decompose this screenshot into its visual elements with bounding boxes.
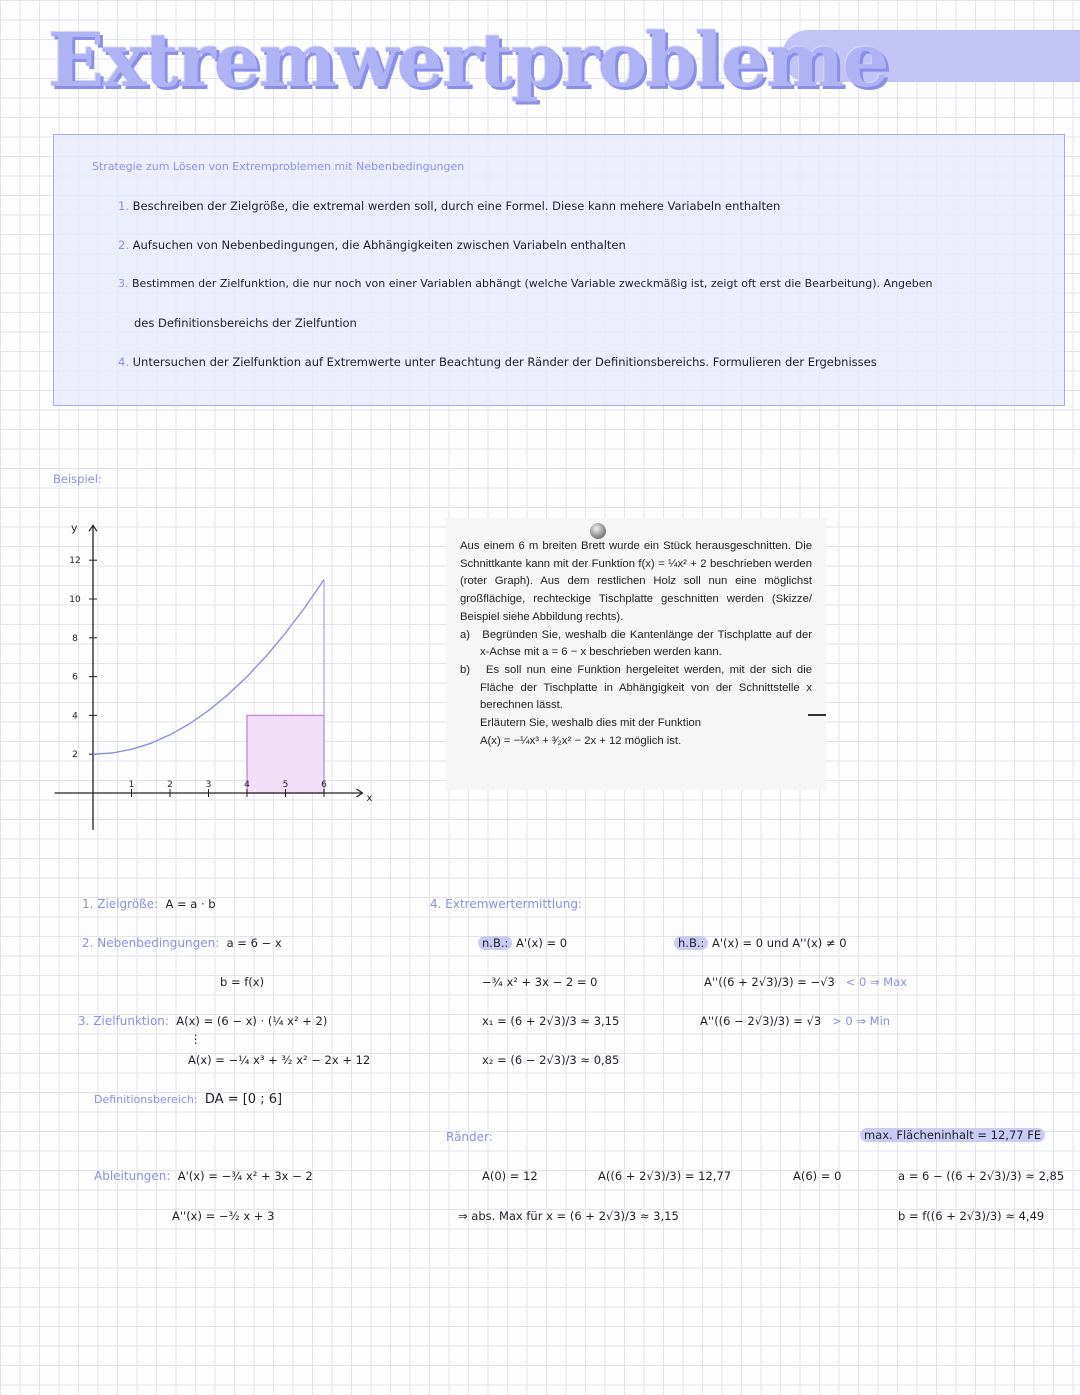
step-text: Untersuchen der Zielfunktion auf Extremwerte unter Beachtung der Ränder der Definitionsbereichs. Formulieren der Ergebnisses bbox=[132, 355, 877, 369]
x-tick-label: 4 bbox=[244, 780, 250, 790]
abl-2: A''(x) = −³⁄₂ x + 3 bbox=[172, 1209, 275, 1223]
necessary-condition bbox=[478, 936, 567, 950]
nb-equation: −¾ x² + 3x − 2 = 0 bbox=[482, 975, 598, 989]
definition-domain bbox=[94, 1092, 282, 1107]
strategy-step-3-cont: des Definitionsbereichs der Zielfuntion bbox=[134, 316, 357, 330]
strategy-step-3 bbox=[118, 277, 933, 290]
step-text: Beschreiben der Zielgröße, die extremal werden soll, durch eine Formel. Diese kann mehere Variabeln enthalten bbox=[132, 199, 781, 213]
y-axis-label: y bbox=[71, 521, 78, 535]
pin-icon bbox=[590, 523, 606, 539]
x-tick-label: 6 bbox=[321, 780, 327, 790]
strategy-heading: Strategie zum Lösen von Extremproblemen mit Nebenbedingungen bbox=[92, 160, 465, 173]
hb-1: A''((6 + 2√3)/3) = −√3 bbox=[704, 975, 835, 989]
x-axis-label: x bbox=[366, 793, 373, 804]
border-a0: A(0) = 12 bbox=[482, 1169, 538, 1183]
step3-b: A(x) = −¼ x³ + ³⁄₂ x² − 2x + 12 bbox=[188, 1053, 371, 1067]
step3-dots: ⋮ bbox=[190, 1032, 202, 1046]
y-tick-label: 8 bbox=[72, 633, 78, 644]
def-label: Definitionsbereich: bbox=[94, 1093, 198, 1106]
result-a: a = 6 − ((6 + 2√3)/3) ≈ 2,85 bbox=[898, 1169, 1065, 1183]
step2-a: a = 6 − x bbox=[226, 936, 282, 950]
step-text: Aufsuchen von Nebenbedingungen, die Abhängigkeiten zwischen Variabeln enthalten bbox=[132, 238, 626, 252]
solution-step-2 bbox=[82, 936, 282, 950]
y-tick-label: 4 bbox=[72, 711, 78, 722]
x-tick-label: 5 bbox=[282, 780, 289, 790]
dash-mark bbox=[808, 714, 826, 716]
task-intro: Aus einem 6 m breiten Brett wurde ein Stück herausgeschnitten. Die Schnittkante kann mit der Funktion f(x) = ¼x² + 2 beschrieben werden (roter Graph). Aus dem restlichen Holz soll nun eine möglichst großflächige, rechteckige Tischplatte geschnitten werden (Skizze/ Beispiel siehe Abbildung rechts). bbox=[460, 540, 812, 623]
hb-tag: h.B.: bbox=[674, 936, 708, 950]
task-card bbox=[446, 518, 826, 790]
border-a6: A(6) = 0 bbox=[793, 1169, 842, 1183]
task-a-text: Begründen Sie, weshalb die Kantenlänge der Tischplatte auf der x-Achse mit a = 6 − x beschrieben werden kann. bbox=[480, 628, 813, 659]
max-area-badge: max. Flächeninhalt = 12,77 FE bbox=[860, 1128, 1045, 1142]
function-chart bbox=[40, 505, 390, 845]
nb-tag: n.B.: bbox=[478, 936, 512, 950]
abl-1: A'(x) = −¾ x² + 3x − 2 bbox=[177, 1169, 313, 1183]
x-tick-label: 2 bbox=[167, 780, 173, 790]
task-b-label: b) bbox=[460, 663, 471, 676]
step4-label: 4. Extremwertermittlung: bbox=[430, 897, 582, 911]
hb-2-note: > 0 ⇒ Min bbox=[832, 1014, 891, 1028]
derivatives bbox=[94, 1169, 313, 1183]
x2-solution: x₂ = (6 − 2√3)/3 ≈ 0,85 bbox=[482, 1053, 620, 1067]
y-tick-label: 6 bbox=[72, 672, 78, 683]
task-a-label: a) bbox=[460, 628, 471, 641]
hb-min-check bbox=[700, 1014, 890, 1028]
page-title: Extremwertprobleme bbox=[48, 18, 888, 104]
step-number: 3. bbox=[118, 277, 129, 290]
step-number: 4. bbox=[118, 355, 129, 369]
def-value: DA = [0 ; 6] bbox=[204, 1092, 283, 1107]
x-tick-label: 1 bbox=[128, 780, 135, 790]
strategy-step-4 bbox=[118, 355, 877, 369]
y-tick-label: 12 bbox=[69, 556, 81, 567]
x-tick-label: 3 bbox=[205, 780, 212, 790]
result-b: b = f((6 + 2√3)/3) ≈ 4,49 bbox=[898, 1209, 1045, 1223]
example-label: Beispiel: bbox=[53, 472, 102, 486]
step-number: 2. bbox=[118, 238, 129, 252]
step1-value: A = a · b bbox=[165, 897, 216, 911]
raender-label: Ränder: bbox=[446, 1130, 493, 1144]
step3-label: 3. Zielfunktion: bbox=[78, 1014, 169, 1028]
nb-eq: A'(x) = 0 bbox=[516, 936, 568, 950]
border-ax: A((6 + 2√3)/3) = 12,77 bbox=[598, 1169, 732, 1183]
y-tick-label: 2 bbox=[72, 750, 78, 761]
step3-a: A(x) = (6 − x) · (¼ x² + 2) bbox=[176, 1014, 328, 1028]
step2-b: b = f(x) bbox=[220, 975, 265, 989]
y-tick-label: 10 bbox=[69, 595, 81, 605]
x1-solution: x₁ = (6 + 2√3)/3 ≈ 3,15 bbox=[482, 1014, 620, 1028]
abl-label: Ableitungen: bbox=[94, 1169, 171, 1183]
abs-max-conclusion: ⇒ abs. Max für x = (6 + 2√3)/3 ≈ 3,15 bbox=[458, 1209, 679, 1223]
hb-2: A''((6 − 2√3)/3) = √3 bbox=[700, 1014, 822, 1028]
step2-label: 2. Nebenbedingungen: bbox=[82, 936, 220, 950]
step-number: 1. bbox=[118, 199, 129, 213]
sufficient-condition bbox=[674, 936, 847, 950]
step1-label: 1. Zielgröße: bbox=[82, 897, 159, 911]
task-b-text: Es soll nun eine Funktion hergeleitet werden, mit der sich die Fläche der Tischplatte in Abhängigkeit von der Schnittstelle x berechnen lässt. bbox=[480, 663, 812, 712]
hb-1-note: < 0 ⇒ Max bbox=[845, 975, 908, 989]
solution-step-3 bbox=[78, 1014, 327, 1028]
strategy-step-1 bbox=[118, 199, 780, 213]
step-text: Bestimmen der Zielfunktion, die nur noch von einer Variablen abhängt (welche Variable zweckmäßig ist, zeigt oft erst die Bearbeitung). Angeben bbox=[132, 277, 933, 290]
task-b-formula: A(x) = −¼x³ + ³⁄₂x² − 2x + 12 möglich ist. bbox=[480, 734, 682, 747]
hb-eq: A'(x) = 0 und A''(x) ≠ 0 bbox=[712, 936, 847, 950]
solution-step-1 bbox=[82, 897, 216, 911]
strategy-step-2 bbox=[118, 238, 626, 252]
hb-max-check bbox=[704, 975, 907, 989]
task-b-text2: Erläutern Sie, weshalb dies mit der Funktion bbox=[480, 717, 702, 730]
